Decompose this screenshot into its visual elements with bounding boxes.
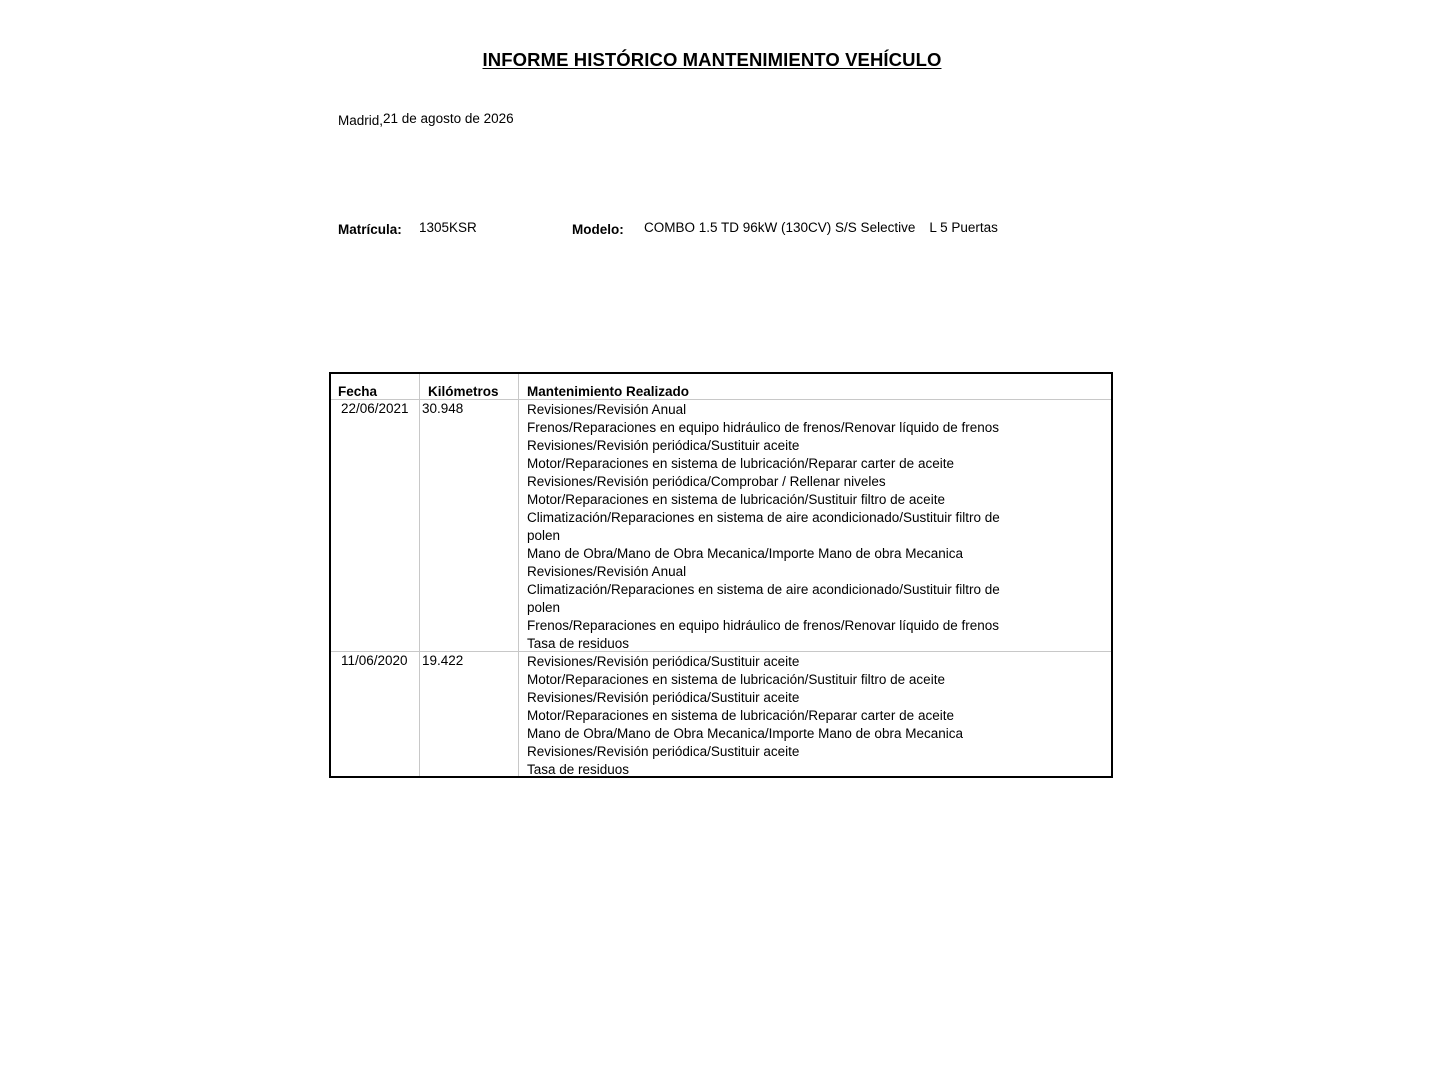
task-item: Tasa de residuos [527,636,630,651]
report-date: 21 de agosto de 2026 [383,111,514,126]
entry-task-list [527,653,1007,779]
table-column-divider [419,374,420,776]
table-column-divider [518,374,519,776]
task-item: Frenos/Reparaciones en equipo hidráulico de frenos/Renovar líquido de frenos [527,618,1000,633]
task-item: Frenos/Reparaciones en equipo hidráulico de frenos/Renovar líquido de frenos [527,420,1000,435]
task-item: Motor/Reparaciones en sistema de lubricación/Reparar carter de aceite [527,456,954,471]
report-city: Madrid, [338,113,384,128]
entry-km: 19.422 [422,653,464,668]
task-item: Revisiones/Revisión periódica/Comprobar / Rellenar niveles [527,474,886,489]
task-item: Revisiones/Revisión Anual [527,564,687,579]
task-item: Revisiones/Revisión Anual [527,402,687,417]
task-item: Motor/Reparaciones en sistema de lubricación/Sustituir filtro de aceite [527,492,945,507]
report-title: INFORME HISTÓRICO MANTENIMIENTO VEHÍCULO [482,49,942,70]
task-item: Mano de Obra/Mano de Obra Mecanica/Importe Mano de obra Mecanica [527,546,963,561]
entry-date: 22/06/2021 [341,401,409,416]
model-value: COMBO 1.5 TD 96kW (130CV) S/S Selective [644,220,916,235]
task-item: Climatización/Reparaciones en sistema de aire acondicionado/Sustituir filtro de polen [527,510,1000,543]
task-item: Motor/Reparaciones en sistema de lubricación/Reparar carter de aceite [527,708,954,723]
task-item: Mano de Obra/Mano de Obra Mecanica/Importe Mano de obra Mecanica [527,726,963,741]
task-item: Motor/Reparaciones en sistema de lubricación/Sustituir filtro de aceite [527,672,945,687]
column-header-date: Fecha [338,384,378,399]
entry-km: 30.948 [422,401,464,416]
model-variant: L 5 Puertas [929,220,998,235]
task-item: Tasa de residuos [527,762,630,777]
column-header-maintenance: Mantenimiento Realizado [527,384,690,399]
task-item: Revisiones/Revisión periódica/Sustituir aceite [527,744,800,759]
task-item: Revisiones/Revisión periódica/Sustituir aceite [527,438,800,453]
maintenance-table [329,372,1113,778]
report-date-line [338,111,514,126]
task-item: Revisiones/Revisión periódica/Sustituir aceite [527,690,800,705]
plate-value: 1305KSR [419,220,477,235]
plate-label: Matrícula: [338,222,402,237]
task-item: Revisiones/Revisión periódica/Sustituir aceite [527,654,800,669]
model-label: Modelo: [572,222,624,237]
column-header-km: Kilómetros [428,384,499,399]
entry-date: 11/06/2020 [341,653,408,668]
model-value-group [644,220,998,235]
table-header-divider [331,399,1111,400]
entry-task-list [527,401,1007,653]
task-item: Climatización/Reparaciones en sistema de aire acondicionado/Sustituir filtro de polen [527,582,1000,615]
